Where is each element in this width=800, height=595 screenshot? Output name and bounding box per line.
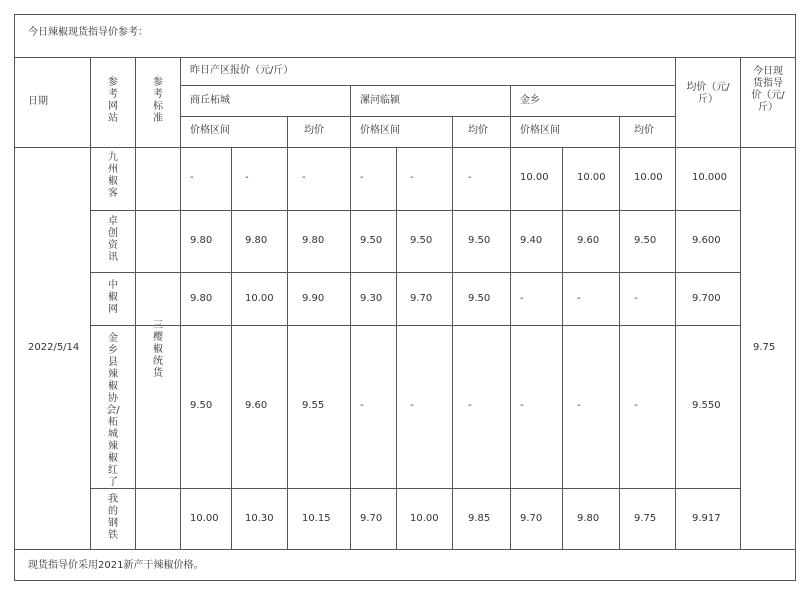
table-cell: - — [190, 172, 194, 183]
table-cell: - — [468, 172, 472, 183]
table-cell: 9.40 — [520, 235, 543, 246]
table-cell: - — [634, 400, 638, 411]
table-cell: - — [577, 400, 581, 411]
table-cell: 9.85 — [468, 513, 491, 524]
table-cell: 9.80 — [245, 235, 268, 246]
guide-value: 9.75 — [753, 342, 776, 353]
table-cell: 9.80 — [190, 293, 213, 304]
row-site: 金乡县辣椒协会/柘城辣椒红了 — [106, 333, 120, 488]
table-cell: - — [468, 400, 472, 411]
table-cell: 9.80 — [190, 235, 213, 246]
table-cell: 9.50 — [634, 235, 657, 246]
table-cell: - — [410, 400, 414, 411]
table-cell: 9.70 — [520, 513, 543, 524]
table-cell: - — [360, 172, 364, 183]
table-cell: 9.70 — [410, 293, 433, 304]
table-cell: 9.80 — [577, 513, 600, 524]
header-region-3: 金乡 — [520, 95, 540, 106]
row-avg: 9.550 — [692, 400, 721, 411]
header-region-2: 漯河临颍 — [360, 95, 400, 106]
table-cell: 10.15 — [302, 513, 331, 524]
header-date: 日期 — [28, 96, 48, 107]
table-cell: - — [577, 293, 581, 304]
header-range-2: 价格区间 — [360, 125, 400, 136]
table-cell: - — [360, 400, 364, 411]
table-cell: 10.00 — [245, 293, 274, 304]
table-cell: - — [245, 172, 249, 183]
page-title: 今日辣椒现货指导价参考： — [28, 27, 148, 38]
table-cell: 10.00 — [410, 513, 439, 524]
table-cell: 9.50 — [410, 235, 433, 246]
table-cell: - — [410, 172, 414, 183]
table-cell: 10.30 — [245, 513, 274, 524]
row-site: 卓创资讯 — [108, 216, 118, 263]
header-guide-price: 今日现货指导价（元/斤） — [751, 66, 785, 113]
row-avg: 9.917 — [692, 513, 721, 524]
table-cell: 9.60 — [245, 400, 268, 411]
header-yesterday-quotes: 昨日产区报价（元/斤） — [190, 65, 294, 76]
table-cell: 9.75 — [634, 513, 657, 524]
date-value: 2022/5/14 — [28, 342, 80, 353]
table-cell: 9.55 — [302, 400, 325, 411]
table-cell: 9.50 — [468, 293, 491, 304]
row-site: 中椒网 — [108, 280, 118, 315]
table-cell: - — [520, 293, 524, 304]
table-cell: 9.90 — [302, 293, 325, 304]
table-cell: 9.50 — [360, 235, 383, 246]
row-avg: 9.700 — [692, 293, 721, 304]
header-avg-1: 均价 — [304, 125, 324, 136]
header-site: 参考网站 — [108, 77, 118, 124]
table-cell: - — [634, 293, 638, 304]
header-region-1: 商丘柘城 — [190, 95, 230, 106]
table-cell: 9.50 — [190, 400, 213, 411]
table-cell: 9.50 — [468, 235, 491, 246]
table-cell: - — [302, 172, 306, 183]
row-site: 九州椒客 — [108, 152, 118, 199]
table-cell: 9.30 — [360, 293, 383, 304]
table-cell: 10.00 — [634, 172, 663, 183]
table-cell: - — [520, 400, 524, 411]
header-avg-3: 均价 — [634, 125, 654, 136]
table-cell: 9.70 — [360, 513, 383, 524]
header-range-3: 价格区间 — [520, 125, 560, 136]
table-cell: 10.00 — [577, 172, 606, 183]
header-range-1: 价格区间 — [190, 125, 230, 136]
header-avg-2: 均价 — [468, 125, 488, 136]
footer-note: 现货指导价采用2021新产干辣椒价格。 — [28, 560, 204, 571]
standard-value: 三樱椒统货 — [153, 320, 163, 379]
table-cell: 9.60 — [577, 235, 600, 246]
header-standard: 参考标准 — [153, 77, 163, 124]
row-site: 我的钢铁 — [108, 494, 118, 541]
header-avg-price: 均价（元/斤） — [686, 82, 730, 105]
table-cell: 9.80 — [302, 235, 325, 246]
row-avg: 9.600 — [692, 235, 721, 246]
table-cell: 10.00 — [520, 172, 549, 183]
table-cell: 10.00 — [190, 513, 219, 524]
row-avg: 10.000 — [692, 172, 727, 183]
